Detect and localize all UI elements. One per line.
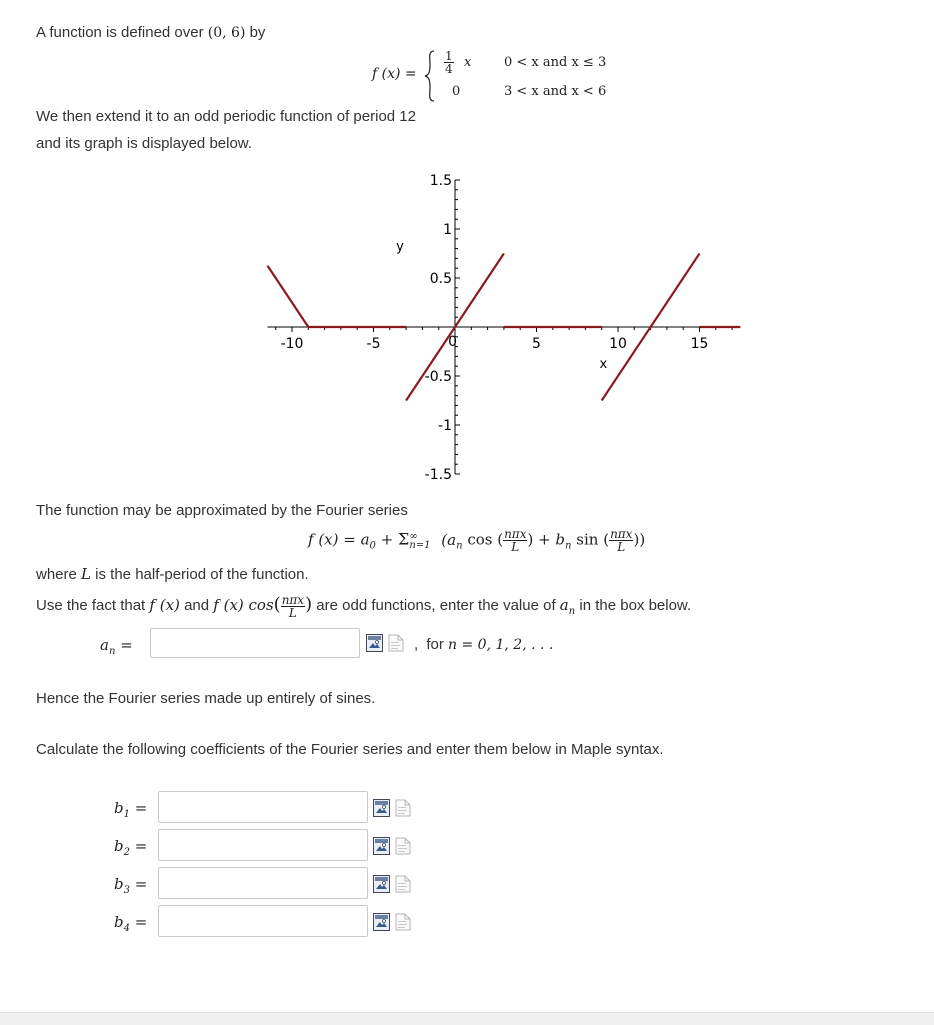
extend-line-2: and its graph is displayed below. [36,135,252,152]
case1-condition: 0 < x and x ≤ 3 [504,55,607,70]
intro-interval: (0, 6) [207,25,246,41]
y-tick-label: 1 [443,222,452,238]
an-input[interactable] [150,628,360,658]
sines-note: Hence the Fourier series made up entirely of sines. [36,690,376,707]
intro-line [36,24,265,41]
y-tick-label: -0.5 [424,369,452,385]
y-axis-label: y [396,239,404,255]
an-preview-icon[interactable] [366,634,383,652]
b3-preview-icon[interactable] [373,875,390,893]
b2-input[interactable] [158,829,368,861]
b4-help-document-icon[interactable] [395,913,412,931]
b3-help-document-icon[interactable] [395,875,412,893]
b3-input[interactable] [158,867,368,899]
piecewise-lhs: f (x) = [372,66,417,82]
y-tick-label: 0.5 [429,271,452,287]
x-tick-label: -10 [280,336,304,352]
origin-label: 0 [448,334,457,350]
case2-condition: 3 < x and x < 6 [504,84,607,99]
intro-by: by [249,24,266,41]
x-tick-label: 10 [609,336,627,352]
footer-bar [0,1012,934,1025]
x-axis-label: x [599,357,608,372]
x-tick-label: 15 [690,336,709,352]
odd-functions-note: Use the fact that f (x) and f (x) cos( $\frac{\text{nπx}}{L}$ ) are odd functions, enter the value of $a_n$ in the box below. [36,592,692,620]
b1-input[interactable] [158,791,368,823]
an-label: $a_n$ = [100,636,133,657]
x-tick-label: 5 [532,336,541,352]
function-graph [0,160,934,495]
b4-label: $b_4$ = [114,913,148,934]
b1-help-document-icon[interactable] [395,799,412,817]
calc-note: Calculate the following coefficients of the Fourier series and enter them below in Maple syntax. [36,741,664,758]
b4-input[interactable] [158,905,368,937]
b2-help-document-icon[interactable] [395,837,412,855]
x-tick-label: -5 [366,336,381,352]
b1-preview-icon[interactable] [373,799,390,817]
extend-line-1: We then extend it to an odd periodic function of period 12 [36,108,416,125]
series-intro: The function may be approximated by the Fourier series [36,502,408,519]
b1-label: $b_1$ = [114,799,148,820]
case1-coefficient: $\frac{1}{4}$ [445,49,453,76]
b4-preview-icon[interactable] [373,913,390,931]
y-tick-label: -1.5 [424,467,452,483]
graph-segment-0 [268,266,309,327]
piecewise-definition [372,46,642,106]
y-tick-label: 1.5 [429,173,452,189]
b2-preview-icon[interactable] [373,837,390,855]
case2-value: 0 [452,84,461,99]
case1-variable: x [464,55,472,70]
intro-text: A function is defined over [36,24,204,41]
period-note: where L is the half-period of the function. [36,565,309,583]
piecewise-brace [424,50,436,102]
fourier-formula: f $(x) = a_0 + \Sigma$ ∞ n=1 ($a_n$ cos ( $\frac{\text{nπx}}{L}$ ) + $b_n$ sin ( $\frac{\text{nπx}}{L}$ )) [308,527,646,554]
b3-label: $b_3$ = [114,875,148,896]
an-help-document-icon[interactable] [388,634,405,652]
an-suffix: , for n = 0, 1, 2, . . . [414,636,554,653]
y-tick-label: -1 [438,418,452,434]
b2-label: $b_2$ = [114,837,148,858]
